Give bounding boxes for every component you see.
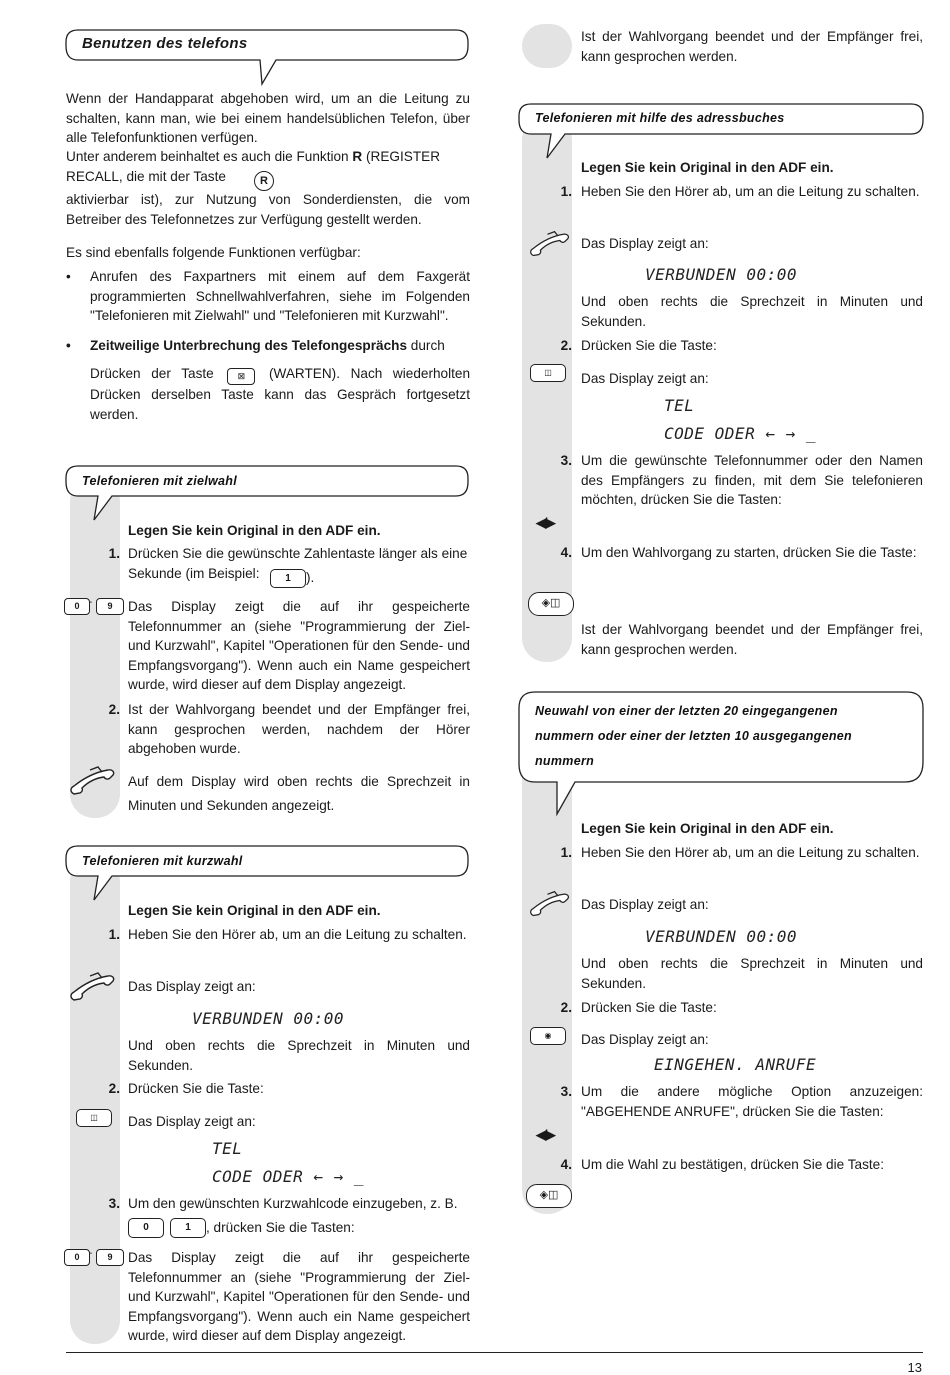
bullet-item-2-line-1: Zeitweilige Unterbrechung des Telefongesprächs durch — [90, 338, 445, 353]
step-2-text: Drücken Sie die Taste: — [581, 338, 717, 353]
handset-icon — [68, 970, 120, 1004]
note-no-original: Legen Sie kein Original in den ADF ein. — [581, 821, 834, 836]
section-title-neuwahl-line-2: nummern oder einer der letzten 10 ausgegangenen — [535, 729, 852, 743]
display-explanation: Das Display zeigt die auf ihr gespeicherte Telefonnummer an (siehe "Programmierung der Ziel- und Kurzwahl", Kapitel "Operationen für den Sende- und Empfangsvorgang"). Wenn auch ein Name gespeichert wurde, wird dieser auf dem Display angezeigt. — [128, 599, 470, 693]
step-number: 1. — [108, 546, 120, 561]
step-2-text: Ist der Wahlvorgang beendet und der Empfänger frei, kann gesprochen werden, nachdem der Hörer abgehoben wurde. — [128, 702, 470, 757]
bullet-dot: • — [66, 338, 71, 353]
intro-paragraph-3: Es sind ebenfalls folgende Funktionen verfügbar: — [66, 245, 361, 260]
step-1-text: Heben Sie den Hörer ab, um an die Leitung zu schalten. — [581, 184, 920, 199]
step-1-text-end: ). — [306, 570, 315, 585]
lcd-line: EINGEHEN. ANRUFE — [654, 1055, 817, 1074]
handset-icon — [528, 228, 574, 260]
address-book-key-icon: ◫ — [530, 364, 566, 382]
lcd-line: VERBUNDEN 00:00 — [645, 927, 797, 946]
note-no-original: Legen Sie kein Original in den ADF ein. — [581, 160, 834, 175]
step-number: 4. — [560, 545, 572, 560]
section-title-kurzwahl: Telefonieren mit kurzwahl — [82, 854, 243, 868]
display-label: Das Display zeigt an: — [128, 979, 256, 994]
key-1-icon: 1 — [270, 569, 306, 588]
call-ready-text: Ist der Wahlvorgang beendet und der Empfänger frei, kann gesprochen werden. — [581, 622, 923, 657]
page-number: 13 — [907, 1360, 922, 1375]
lcd-line: TEL — [664, 396, 695, 415]
step-3-text-end: , drücken Sie die Tasten: — [206, 1220, 355, 1235]
address-book-key-icon: ◫ — [76, 1109, 112, 1127]
lcd-line: TEL — [212, 1139, 243, 1158]
start-key-icon: ◈◫ — [526, 1184, 572, 1208]
display-label: Das Display zeigt an: — [581, 1032, 709, 1047]
section-title-zielwahl: Telefonieren mit zielwahl — [82, 474, 237, 488]
display-label: Das Display zeigt an: — [128, 1114, 256, 1129]
step-4-text: Um den Wahlvorgang zu starten, drücken Sie die Taste: — [581, 545, 917, 560]
r-key-icon: R — [254, 171, 274, 191]
redial-key-icon: ◉ — [530, 1027, 566, 1045]
lcd-line: CODE ODER ← → _ — [664, 424, 816, 443]
step-number: 3. — [560, 1084, 572, 1099]
handset-icon — [528, 888, 574, 920]
section-bar — [522, 24, 572, 68]
intro-paragraph-2-line-1: Unter anderem beinhaltet es auch die Funktion R (REGISTER RECALL, die mit der Taste — [66, 149, 441, 184]
step-3-text: Um die gewünschte Telefonnummer oder den Namen des Empfängers zu finden, mit dem Sie telefonieren möchten, drücken Sie die Tasten: — [581, 453, 923, 508]
step-number: 1. — [108, 927, 120, 942]
left-right-arrow-icon: ◀/▶ — [536, 515, 554, 530]
note-no-original: Legen Sie kein Original in den ADF ein. — [128, 903, 381, 918]
step-3-text: Um den gewünschten Kurzwahlcode einzugeben, z. B. — [128, 1196, 458, 1211]
step-1-text: Heben Sie den Hörer ab, um an die Leitung zu schalten. — [581, 845, 920, 860]
section-title-adressbuch: Telefonieren mit hilfe des adressbuches — [535, 111, 785, 125]
key-9-icon: 9 — [96, 1249, 124, 1266]
section-bubble — [64, 844, 472, 902]
lcd-line: VERBUNDEN 00:00 — [645, 265, 797, 284]
page-title: Benutzen des telefons — [82, 35, 248, 52]
step-number: 4. — [560, 1157, 572, 1172]
step-number: 2. — [108, 1081, 120, 1096]
key-0-icon: 0 — [128, 1218, 164, 1238]
step-3-text: Um die andere mögliche Option anzuzeigen: "ABGEHENDE ANRUFE", drücken Sie die Tasten: — [581, 1084, 923, 1119]
start-key-icon: ◈◫ — [528, 592, 574, 616]
intro-paragraph-2-rest: aktivierbar ist), zur Nutzung von Sonderdiensten, die vom Betreiber des Telefonnetzes zur Verfügung gestellt werden. — [66, 192, 470, 227]
lcd-line: VERBUNDEN 00:00 — [192, 1009, 344, 1028]
step-1-text: Drücken Sie die gewünschte Zahlentaste länger als eine Sekunde (im Beispiel: — [128, 546, 468, 581]
section-bubble — [64, 464, 472, 522]
footer-rule — [66, 1352, 923, 1353]
key-0-icon: 0 — [64, 1249, 90, 1266]
step-1-text: Heben Sie den Hörer ab, um an die Leitung zu schalten. — [128, 927, 467, 942]
step-number: 1. — [560, 184, 572, 199]
step-2-text: Drücken Sie die Taste: — [128, 1081, 264, 1096]
section-title-neuwahl-line-1: Neuwahl von einer der letzten 20 eingegangenen — [535, 704, 838, 718]
display-explanation: Das Display zeigt die auf ihr gespeicherte Telefonnummer an (siehe "Programmierung der Ziel- und Kurzwahl", Kapitel "Operationen für den Sende- und Empfangsvorgang"). Wenn auch ein Name gespeichert wurde, wird dieser auf dem Display angezeigt. — [128, 1250, 470, 1344]
display-label: Das Display zeigt an: — [581, 371, 709, 386]
note-no-original: Legen Sie kein Original in den ADF ein. — [128, 523, 381, 538]
step-number: 3. — [560, 453, 572, 468]
step-number: 2. — [108, 702, 120, 717]
step-4-text: Um die Wahl zu bestätigen, drücken Sie die Taste: — [581, 1157, 884, 1172]
wait-key-icon: ⊠ — [227, 368, 255, 385]
step-number: 2. — [560, 338, 572, 353]
display-label: Das Display zeigt an: — [581, 897, 709, 912]
talk-time-note: Und oben rechts die Sprechzeit in Minuten und Sekunden. — [581, 294, 923, 329]
key-9-icon: 9 — [96, 598, 124, 615]
dash-icon: - — [89, 1248, 93, 1259]
handset-icon — [68, 764, 120, 798]
display-time-note: Auf dem Display wird oben rechts die Sprechzeit in Minuten und Sekunden angezeigt. — [128, 774, 470, 813]
lcd-line: CODE ODER ← → _ — [212, 1167, 364, 1186]
step-number: 2. — [560, 1000, 572, 1015]
talk-time-note: Und oben rechts die Sprechzeit in Minuten und Sekunden. — [581, 956, 923, 991]
intro-paragraph-1: Wenn der Handapparat abgehoben wird, um an die Leitung zu schalten, kann man, wie bei einem handelsüblichen Telefon, über alle Telefonfunktionen verfügen. — [66, 91, 470, 146]
section-title-neuwahl-line-3: nummern — [535, 754, 595, 768]
talk-time-note: Und oben rechts die Sprechzeit in Minuten und Sekunden. — [128, 1038, 470, 1073]
left-right-arrow-icon: ◀/▶ — [536, 1127, 554, 1142]
bullet-item-1: Anrufen des Faxpartners mit einem auf dem Faxgerät programmierten Schnellwahlverfahren, siehe im Folgenden "Telefonieren mit Zielwahl" und "Telefonieren mit Kurzwahl". — [90, 269, 470, 324]
step-2-text: Drücken Sie die Taste: — [581, 1000, 717, 1015]
key-1-icon: 1 — [170, 1218, 206, 1238]
top-continuation-text: Ist der Wahlvorgang beendet und der Empfänger frei, kann gesprochen werden. — [581, 29, 923, 64]
step-number: 3. — [108, 1196, 120, 1211]
key-0-icon: 0 — [64, 598, 90, 615]
display-label: Das Display zeigt an: — [581, 236, 709, 251]
step-number: 1. — [560, 845, 572, 860]
dash-icon: - — [89, 597, 93, 608]
bullet-dot: • — [66, 269, 71, 284]
bullet-item-2-rest: Drücken der Taste ⊠ (WARTEN). Nach wiederholten Drücken derselben Taste kann das Gespräch fortgesetzt werden. — [90, 366, 471, 422]
